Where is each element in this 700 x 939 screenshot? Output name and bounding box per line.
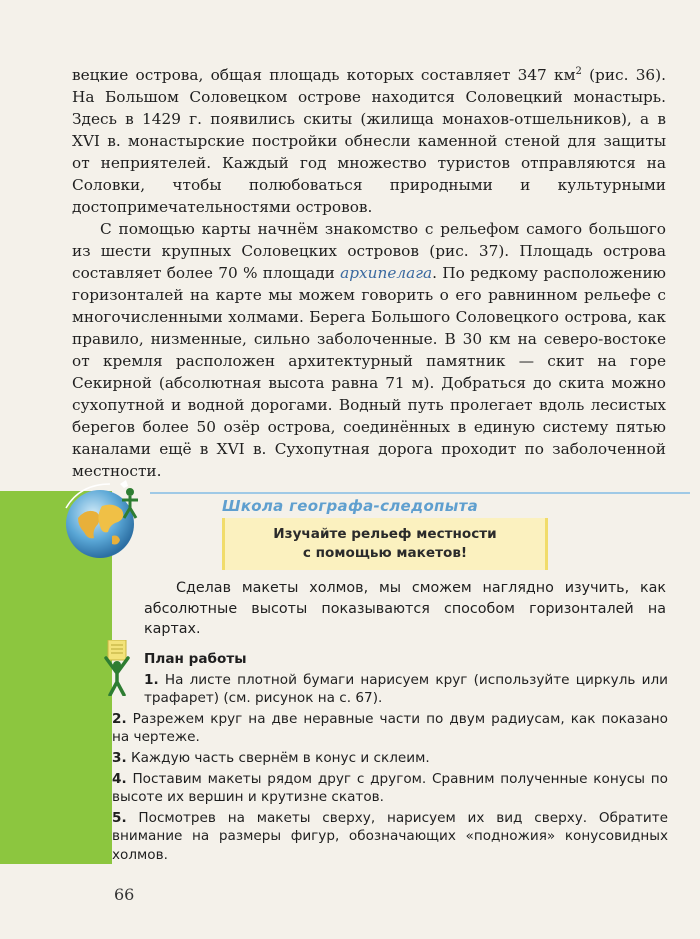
work-plan — [112, 650, 668, 867]
plan-step-5 — [112, 809, 668, 865]
p1-start: вецкие острова, общая площадь которых составляет 347 км — [72, 66, 576, 84]
box-intro — [144, 578, 666, 640]
banner-line-1: Изучайте рельеф местности — [273, 526, 497, 542]
step-number: 4. — [112, 770, 127, 787]
step-number: 3. — [112, 749, 127, 766]
step-text: Каждую часть свернём в конус и склеим. — [130, 749, 430, 766]
p2-rest: . По редкому расположению горизонталей на карте мы можем говорить о его равнинном рельефе с многочисленными холмами. Берега Большого Соловецкого острова, как правило, низменные, сильно заболоченные. В 30 км на северо-востоке от кремля расположен архитектурный памятник — скит на горе Секирной (абсолютная высота равна 71 м). Добраться до скита можно сухопутной и водной дорогами. Водный путь пролегает вдоль лесистых берегов более 50 озёр острова, соединённых в единую систему пятью каналами ещё в XVI в. Сухопутная дорога проходит по заболоченной местности. — [72, 264, 666, 480]
p1-rest: (рис. 36). На Большом Соловецком острове находится Соловецкий монастырь. Здесь в 1429 г. появились скиты (жилища монахов-отшельников), а в XVI в. монастырские постройки обнесли каменной стеной для защиты от неприятелей. Каждый год множество туристов отправляются на Соловки, чтобы полюбоваться природными и культурными достопримечательностями островов. — [72, 66, 666, 216]
step-text: На листе плотной бумаги нарисуем круг (используйте циркуль или трафарет) (см. рисунок на с. 67). — [144, 671, 668, 707]
plan-step-3 — [112, 749, 668, 768]
box-header-line — [150, 492, 690, 494]
plan-step-1 — [144, 671, 668, 708]
plan-title: План работы — [144, 651, 247, 667]
paragraph-1 — [72, 64, 666, 218]
p2-start: С помощью карты начнём знакомство с рельефом самого большого из шести крупных Соловецких островов (рис. 37). Площадь острова составляет более 70 % площади — [72, 220, 666, 282]
globe-icon — [60, 478, 144, 562]
main-text — [72, 64, 666, 482]
plan-step-4 — [112, 770, 668, 807]
step-text: Посмотрев на макеты сверху, нарисуем их вид сверху. Обратите внимание на размеры фигур, обозначающих «подножия» конусовидных холмов. — [112, 809, 668, 863]
box-title: Школа географа-следопыта — [221, 497, 478, 515]
step-number: 5. — [112, 809, 127, 826]
banner — [222, 518, 548, 570]
step-text: Разрежем круг на две неравные части по двум радиусам, как показано на чертеже. — [112, 710, 668, 746]
plan-step-2 — [112, 710, 668, 747]
term-archipelago: архипелага — [340, 264, 433, 282]
step-number: 2. — [112, 710, 127, 727]
paragraph-2 — [72, 218, 666, 482]
p1-superscript: 2 — [575, 65, 582, 77]
step-text: Поставим макеты рядом друг с другом. Сравним полученные конусы по высоте их вершин и крутизне скатов. — [112, 770, 668, 806]
banner-line-2: с помощью макетов! — [302, 545, 468, 561]
page-number: 66 — [114, 885, 135, 904]
intro-text: Сделав макеты холмов, мы сможем наглядно изучить, как абсолютные высоты показываются способом горизонталей на картах. — [144, 580, 666, 637]
step-number: 1. — [144, 671, 159, 688]
